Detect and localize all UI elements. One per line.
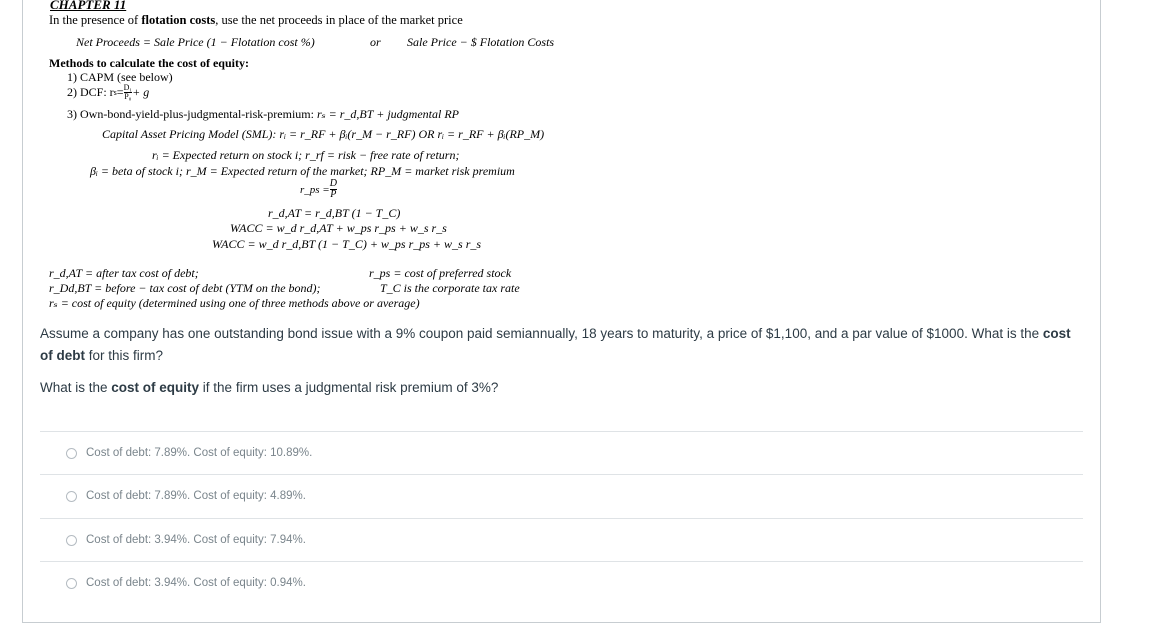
wacc-formula-1: WACC = w_d r_d,AT + w_ps r_ps + w_s r_s xyxy=(230,221,447,235)
intro-bold: flotation costs xyxy=(141,13,216,27)
rps-denominator: P xyxy=(330,189,337,200)
rps-fraction xyxy=(330,179,337,200)
question-text: Assume a company has one outstanding bond issue with a 9% coupon paid semiannually, 18 years to maturity, a price of $1,100, and a par value of $1000. What is the xyxy=(40,326,1043,341)
capm-definition-2: βᵢ = beta of stock i; r_M = Expected return of the market; RP_M = market risk premium xyxy=(90,164,515,178)
answer-option-label[interactable]: Cost of debt: 7.89%. Cost of equity: 4.89%. xyxy=(86,490,306,502)
net-proceeds-or: or xyxy=(370,35,381,49)
answer-option-label[interactable]: Cost of debt: 7.89%. Cost of equity: 10.89%. xyxy=(86,447,313,459)
question-bold: cost of debt xyxy=(40,326,1071,363)
question-frame xyxy=(22,0,1101,623)
method-capm: 1) CAPM (see below) xyxy=(67,70,173,84)
option-divider xyxy=(40,431,1083,432)
dcf-eq: = xyxy=(116,85,124,99)
method-bond-yield xyxy=(67,107,459,122)
answer-option-label[interactable]: Cost of debt: 3.94%. Cost of equity: 0.94%. xyxy=(86,577,306,589)
answer-option[interactable] xyxy=(66,532,306,548)
radio-button-icon[interactable] xyxy=(66,578,77,589)
wacc-formula-2: WACC = w_d r_d,BT (1 − T_C) + w_ps r_ps + w_s r_s xyxy=(212,237,482,251)
dcf-numerator: D₁ xyxy=(123,83,133,92)
answer-option[interactable] xyxy=(66,575,306,591)
rps-label: r_ps = xyxy=(300,183,330,196)
definition-tax-rate: T_C is the corporate tax rate xyxy=(380,281,520,295)
dcf-fraction xyxy=(124,84,133,101)
dcf-label: 2) DCF: r xyxy=(67,85,114,99)
dcf-suffix: + g xyxy=(132,85,150,99)
question2-text: What is the xyxy=(40,380,112,395)
definition-before-tax: r_Dd,BT = before − tax cost of debt (YTM on the bond); xyxy=(49,281,321,295)
answer-option-label[interactable]: Cost of debt: 3.94%. Cost of equity: 7.94%. xyxy=(86,534,306,546)
option-divider xyxy=(40,518,1083,519)
radio-button-icon[interactable] xyxy=(66,491,77,502)
question2-bold: cost of equity xyxy=(111,380,200,395)
intro-text-after: , use the net proceeds in place of the market price xyxy=(215,13,463,27)
capm-formula: Capital Asset Pricing Model (SML): rᵢ = r_RF + βᵢ(r_M − r_RF) OR rᵢ = r_RF + βᵢ(RP_M) xyxy=(102,127,545,141)
radio-button-icon[interactable] xyxy=(66,535,77,546)
net-proceeds-alt: Sale Price − $ Flotation Costs xyxy=(407,35,555,49)
capm-definition-1: rᵢ = Expected return on stock i; r_rf = risk − free rate of return; xyxy=(152,148,460,162)
methods-heading: Methods to calculate the cost of equity: xyxy=(49,56,249,70)
intro-line xyxy=(49,13,463,28)
after-tax-debt-formula: r_d,AT = r_d,BT (1 − T_C) xyxy=(268,206,401,220)
radio-button-icon[interactable] xyxy=(66,448,77,459)
preferred-cost-formula xyxy=(300,179,337,200)
bond-yield-formula: rₛ = r_d,BT + judgmental RP xyxy=(316,107,459,121)
option-divider xyxy=(40,474,1083,475)
question-text-after: for this firm? xyxy=(85,348,164,363)
definition-after-tax: r_d,AT = after tax cost of debt; xyxy=(49,266,199,280)
question2-text-after: if the firm uses a judgmental risk premium of 3%? xyxy=(199,380,499,395)
chapter-heading: CHAPTER 11 xyxy=(50,0,127,12)
dcf-denominator: P₀ xyxy=(124,92,132,101)
question-paragraph-1 xyxy=(40,323,1080,367)
question-paragraph-2 xyxy=(40,377,498,399)
net-proceeds-formula: Net Proceeds = Sale Price (1 − Flotation cost %) xyxy=(76,35,315,49)
answer-option[interactable] xyxy=(66,445,312,461)
dcf-sub: s xyxy=(113,88,117,97)
intro-text: In the presence of xyxy=(49,13,142,27)
option-divider xyxy=(40,561,1083,562)
definition-cost-equity: rₛ = cost of equity (determined using one of three methods above or average) xyxy=(49,296,420,310)
method-dcf xyxy=(67,84,149,101)
bond-yield-label: 3) Own-bond-yield-plus-judgmental-risk-premium: xyxy=(67,107,317,121)
definition-preferred: r_ps = cost of preferred stock xyxy=(369,266,512,280)
rps-numerator: D xyxy=(329,178,337,189)
answer-option[interactable] xyxy=(66,488,306,504)
